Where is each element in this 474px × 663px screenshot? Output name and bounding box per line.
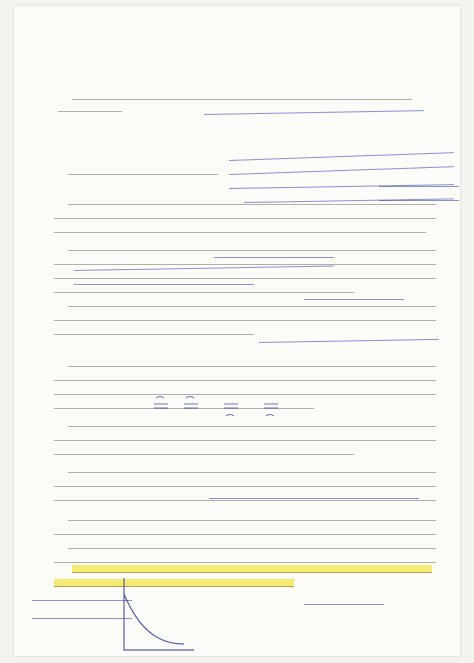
worksheet-page [14,6,460,656]
ppf-sketch [110,572,200,662]
ppf-curve [124,594,184,644]
handwritten-fractions [144,394,344,424]
